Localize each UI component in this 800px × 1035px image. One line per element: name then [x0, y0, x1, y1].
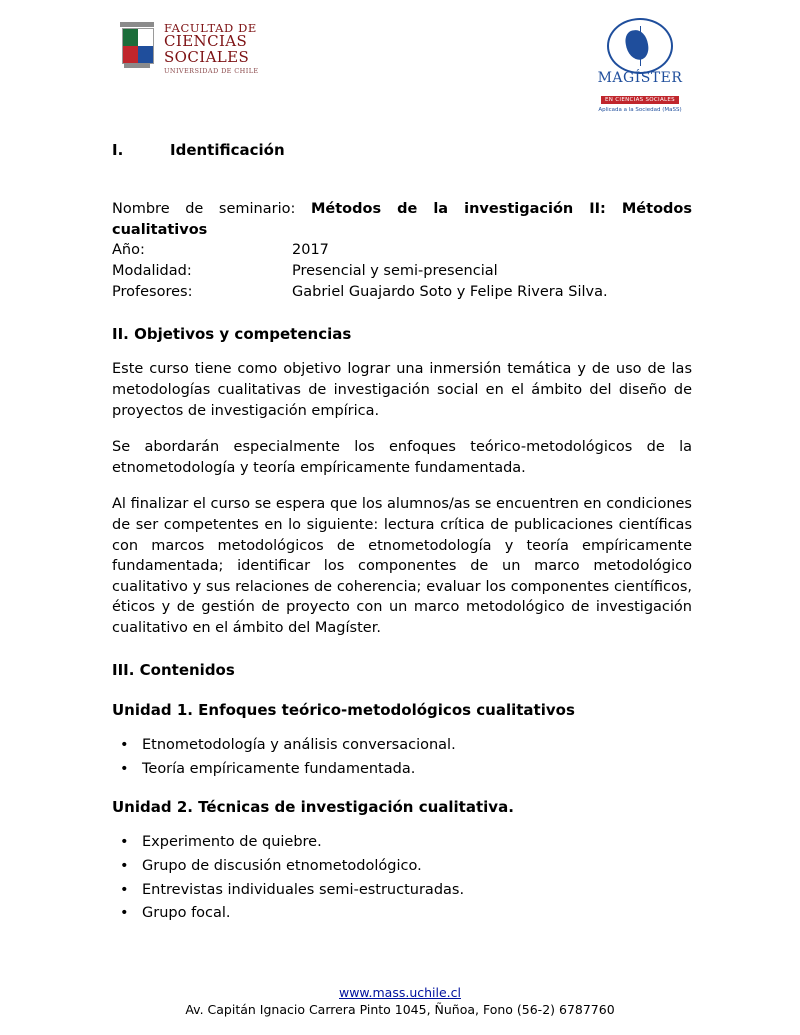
modalidad-value: Presencial y semi-presencial [292, 263, 498, 280]
section-heading-identificacion [112, 140, 692, 161]
unit-1-list [112, 735, 692, 779]
seminar-name-row [112, 199, 692, 240]
info-row-anio [112, 240, 692, 261]
list-item: • Experimento de quiebre. [142, 832, 692, 853]
faculty-line-4: UNIVERSIDAD DE CHILE [164, 66, 259, 75]
list-item: • Etnometodología y análisis conversacional. [142, 735, 692, 756]
document-body [112, 140, 692, 928]
profesores-label: Profesores: [112, 283, 193, 300]
anio-label: Año: [112, 242, 145, 259]
modalidad-label: Modalidad: [112, 263, 192, 280]
document-header [0, 0, 800, 113]
objetivos-paragraph-2: Se abordarán especialmente los enfoques teórico-metodológicos de la etnometodología y teoría empíricamente fundamentada. [112, 439, 692, 476]
document-footer [0, 985, 800, 1017]
magister-subtitle: Aplicada a la Sociedad (MaSS) [598, 107, 682, 113]
section-heading-contenidos: III. Contenidos [112, 661, 235, 680]
globe-icon [607, 18, 673, 74]
faculty-line-1: FACULTAD DE [164, 21, 257, 35]
profesores-value: Gabriel Guajardo Soto y Felipe Rivera Silva. [292, 283, 608, 300]
seminar-name-label: Nombre de seminario: [112, 201, 296, 218]
magister-word: MAGÍSTER [597, 70, 683, 86]
objetivos-paragraph-3: Al finalizar el curso se espera que los alumnos/as se encuentren en condiciones de ser competentes en lo siguiente: lectura crítica de publicaciones científicas con marcos metodológicos de etnometodología y teoría empíricamente fundamentada; identificar los componentes de un marco metodológico cualitativo y sus relaciones de coherencia; evaluar los componentes científicos, éticos y de gestión de proyecto con un marco metodológico de investigación cualitativo en el ámbito del Magíster. [112, 496, 692, 636]
footer-website-link[interactable]: www.mass.uchile.cl [338, 985, 461, 1000]
section-heading-objetivos: II. Objetivos y competencias [112, 325, 352, 344]
info-row-profesores [112, 282, 692, 303]
university-crest-icon [118, 22, 156, 70]
seminar-name-value: Métodos de la investigación II: Métodos cualitativos [112, 201, 693, 238]
unit-1-heading: Unidad 1. Enfoques teórico-metodológicos cualitativos [112, 700, 575, 719]
objetivos-paragraph-1: Este curso tiene como objetivo lograr una inmersión temática y de uso de las metodologías cualitativas de investigación social en el ámbito del diseño de proyectos de investigación empírica. [112, 361, 692, 419]
faculty-line-2: CIENCIAS [164, 32, 248, 51]
unit-2-list [112, 832, 692, 923]
section-number: I. [112, 141, 124, 159]
magister-ribbon: EN CIENCIAS SOCIALES [601, 96, 679, 104]
anio-value: 2017 [292, 242, 329, 259]
list-item: • Entrevistas individuales semi-estructuradas. [142, 880, 692, 901]
magister-logo [592, 18, 688, 113]
list-item: • Grupo de discusión etnometodológico. [142, 856, 692, 877]
unit-2-heading: Unidad 2. Técnicas de investigación cualitativa. [112, 798, 514, 817]
faculty-logo-text [164, 22, 259, 74]
section-title: Identificación [170, 141, 285, 159]
faculty-logo [118, 22, 259, 74]
info-row-modalidad [112, 261, 692, 282]
faculty-line-3: SOCIALES [164, 47, 250, 66]
list-item: • Grupo focal. [142, 903, 692, 924]
footer-address: Av. Capitán Ignacio Carrera Pinto 1045, Ñuñoa, Fono (56-2) 6787760 [185, 1002, 615, 1017]
list-item: • Teoría empíricamente fundamentada. [142, 759, 692, 780]
